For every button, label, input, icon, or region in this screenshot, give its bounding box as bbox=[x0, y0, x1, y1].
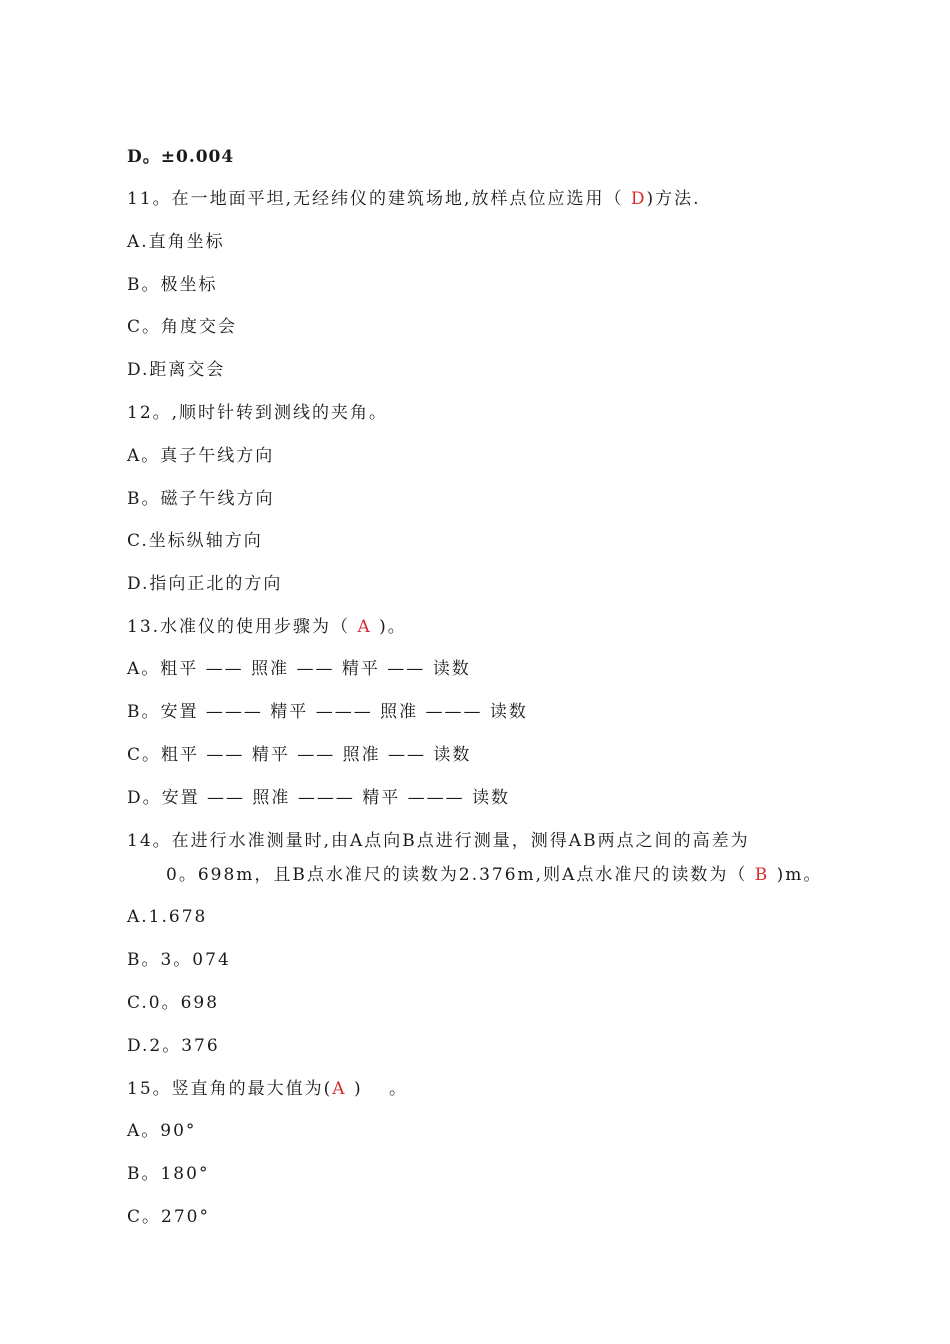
option-text: B。安置 ——— 精平 ——— 照准 ——— 读数 bbox=[127, 702, 528, 722]
question-14 bbox=[127, 830, 750, 852]
question-text-tail: ) 。 bbox=[346, 1079, 408, 1099]
question-text: 11。在一地面平坦,无经纬仪的建筑场地,放样点位应选用（ bbox=[127, 189, 631, 209]
q14-option-a bbox=[127, 906, 207, 928]
q11-option-a bbox=[127, 231, 225, 253]
option-text: A.直角坐标 bbox=[127, 232, 225, 252]
q12-option-a bbox=[127, 445, 274, 467]
q12-option-d bbox=[127, 573, 282, 595]
question-text-tail: )m。 bbox=[769, 865, 823, 885]
q13-option-c bbox=[127, 744, 471, 766]
q14-option-d bbox=[127, 1035, 220, 1057]
option-text: B。极坐标 bbox=[127, 275, 218, 295]
q14-option-c bbox=[127, 992, 219, 1014]
option-text: C.坐标纵轴方向 bbox=[127, 531, 263, 551]
question-11 bbox=[127, 188, 701, 210]
question-15 bbox=[127, 1078, 408, 1100]
option-d-previous bbox=[127, 146, 234, 168]
q15-option-a bbox=[127, 1120, 196, 1142]
option-text: C。粗平 —— 精平 —— 照准 —— 读数 bbox=[127, 745, 472, 765]
question-text-tail: )方法. bbox=[646, 189, 701, 209]
question-text: 14。在进行水准测量时,由A点向B点进行测量，测得AB两点之间的高差为 bbox=[127, 831, 750, 851]
question-12 bbox=[127, 402, 388, 424]
q14-option-b bbox=[127, 949, 231, 971]
question-14-continued bbox=[166, 864, 822, 886]
option-text: B。180° bbox=[127, 1164, 210, 1184]
question-text: 0。698m，且B点水准尺的读数为2.376m,则A点水准尺的读数为（ bbox=[166, 865, 755, 885]
answer-mark: D bbox=[630, 189, 647, 209]
answer-mark: A bbox=[357, 617, 372, 637]
question-text: 13.水准仪的使用步骤为（ bbox=[127, 617, 358, 637]
q11-option-b bbox=[127, 274, 218, 296]
q15-option-c bbox=[127, 1206, 210, 1228]
option-text: C.0。698 bbox=[127, 993, 220, 1013]
option-text: C。270° bbox=[127, 1207, 210, 1227]
answer-mark: A bbox=[332, 1079, 347, 1099]
q13-option-d bbox=[127, 787, 510, 809]
question-13 bbox=[127, 616, 407, 638]
option-text: C。角度交会 bbox=[127, 317, 238, 337]
option-text: A。90° bbox=[127, 1121, 197, 1141]
answer-mark: B bbox=[754, 865, 770, 885]
option-text: D。±0.004 bbox=[127, 147, 235, 167]
option-text: D.2。376 bbox=[127, 1036, 220, 1056]
option-text: A。真子午线方向 bbox=[127, 446, 275, 466]
q11-option-d bbox=[127, 359, 225, 381]
question-text-tail: )。 bbox=[371, 617, 407, 637]
q11-option-c bbox=[127, 316, 237, 338]
question-text: 15。竖直角的最大值为( bbox=[127, 1079, 333, 1099]
option-text: A.1.678 bbox=[127, 907, 208, 927]
q12-option-c bbox=[127, 530, 263, 552]
q12-option-b bbox=[127, 488, 275, 510]
option-text: A。粗平 —— 照准 —— 精平 —— 读数 bbox=[127, 659, 471, 679]
option-text: B。3。074 bbox=[127, 950, 231, 970]
question-text: 12。,顺时针转到测线的夹角。 bbox=[127, 403, 389, 423]
q15-option-b bbox=[127, 1163, 209, 1185]
option-text: B。磁子午线方向 bbox=[127, 489, 275, 509]
q13-option-a bbox=[127, 658, 471, 680]
option-text: D.指向正北的方向 bbox=[127, 574, 283, 594]
option-text: D.距离交会 bbox=[127, 360, 226, 380]
q13-option-b bbox=[127, 701, 528, 723]
option-text: D。安置 —— 照准 ——— 精平 ——— 读数 bbox=[127, 788, 511, 808]
